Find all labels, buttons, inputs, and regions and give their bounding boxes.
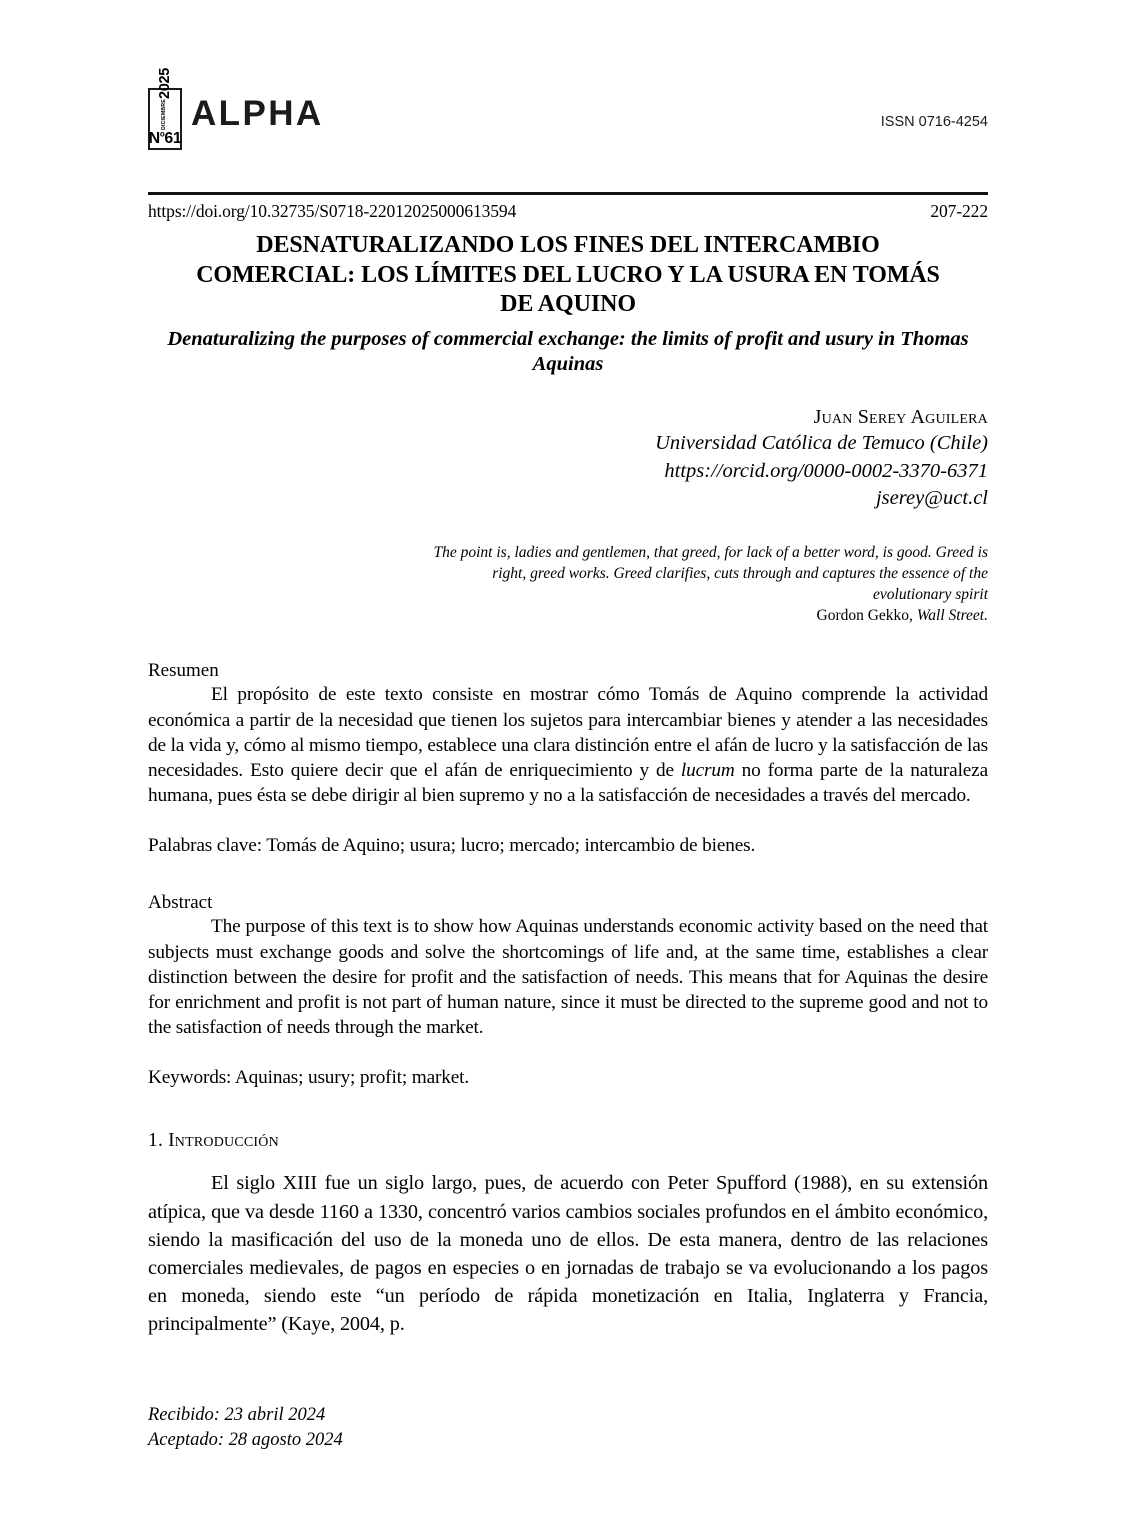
journal-brand [148, 68, 324, 150]
issue-year: 2025 [156, 68, 173, 100]
epigraph [418, 542, 988, 626]
submission-dates-footer [148, 1403, 988, 1454]
issue-number-prefix: N [148, 130, 160, 147]
epigraph-attribution-author: Gordon Gekko, [816, 607, 917, 625]
page-range: 207-222 [930, 201, 988, 221]
identifier-row [148, 201, 988, 222]
journal-wordmark: ALPHA [191, 93, 324, 133]
resumen-keywords: Palabras clave: Tomás de Aquino; usura; lucro; mercado; intercambio de bienes. [148, 835, 756, 857]
abstract-paragraph: The purpose of this text is to show how Aquinas understands economic activity based on the need that subjects must exchange goods and solve the shortcomings of life and, at the same time, establishes a clear distinction between the desire for profit and the satisfaction of needs. This means that for Aquinas the desire for enrichment and profit is not part of human nature, since it must be directed to the supreme good and not to the satisfaction of needs through the market. [148, 916, 988, 1039]
abstract-label: Abstract [148, 892, 213, 914]
issue-month: DICIEMBRE [160, 99, 167, 130]
section-number: 1. [148, 1130, 169, 1152]
abstract-keywords: Keywords: Aquinas; usury; profit; market. [148, 1067, 470, 1089]
page-title: DESNATURALIZANDO LOS FINES DEL INTERCAMBIO COMERCIAL: LOS LÍMITES DEL LUCRO Y LA USURA EN TOMÁS DE AQUINO [196, 232, 940, 318]
issue-date-vertical [156, 68, 173, 130]
doi-link[interactable]: https://doi.org/10.32735/S0718-22012025000613594 [148, 201, 517, 221]
resumen-paragraph [148, 682, 988, 808]
introduction-paragraph: El siglo XIII fue un siglo largo, pues, de acuerdo con Peter Spufford (1988), en su extensión atípica, que va desde 1160 a 1330, concentró varios cambios sociales profundos en el ámbito económico, siendo la masificación del uso de la moneda uno de ellos. De esta manera, dentro de las relaciones comerciales medievales, de pagos en especies o en jornadas de trabajo se va evolucionando a los pagos en moneda, siendo este “un período de rápida monetización en Italia, Inglaterra y Francia, principalmente” (Kaye, 2004, p. [148, 1172, 988, 1336]
epigraph-text: The point is, ladies and gentlemen, that greed, for lack of a better word, is good. Greed is right, greed works. Greed clarifies, cuts through and captures the essence of the evolutionary spirit [433, 544, 988, 604]
header-divider [148, 192, 988, 195]
author-email-link[interactable]: jserey@uct.cl [875, 486, 988, 509]
issue-number-value: 61 [164, 130, 182, 147]
issue-number-ordinal: o [159, 129, 165, 139]
page-subtitle: Denaturalizing the purposes of commercial exchange: the limits of profit and usury in Thomas Aquinas [167, 327, 969, 376]
issn-label: ISSN 0716-4254 [880, 114, 988, 130]
resumen-text-part1: El propósito de este texto consiste en mostrar cómo Tomás de Aquino comprende la actividad económica a partir de la necesidad que tienen los sujetos para intercambiar bienes y atender a las necesidades de la vida y, cómo al mismo tiempo, establece una clara distinción entre el afán de lucro y la satisfacción de las necesidades. Esto quiere decir que el afán de enriquecimiento y de [148, 684, 988, 781]
author-block [148, 404, 988, 512]
resumen-label: Resumen [148, 660, 219, 682]
date-received: Recibido: 23 abril 2024 [148, 1405, 326, 1425]
section-heading-label: Introducción [168, 1130, 279, 1152]
epigraph-attribution-source: Wall Street. [916, 607, 988, 625]
date-accepted: Aceptado: 28 agosto 2024 [148, 1430, 343, 1451]
resumen-text-part2: no forma parte de la naturaleza humana, pues ésta se debe dirigir al bien supremo y no a la satisfacción de necesidades a través del mercado. [148, 759, 989, 807]
issue-number [149, 131, 182, 147]
epigraph-attribution [817, 607, 989, 624]
masthead [148, 0, 988, 180]
author-name: Juan Serey Aguilera [813, 405, 988, 428]
issue-badge [148, 68, 182, 150]
author-orcid-link[interactable]: https://orcid.org/0000-0002-3370-6371 [664, 459, 988, 482]
author-affiliation: Universidad Católica de Temuco (Chile) [655, 432, 988, 455]
section-heading-introduccion [148, 1130, 988, 1152]
resumen-text-italic: lucrum [680, 759, 735, 781]
page-content [148, 0, 988, 1339]
